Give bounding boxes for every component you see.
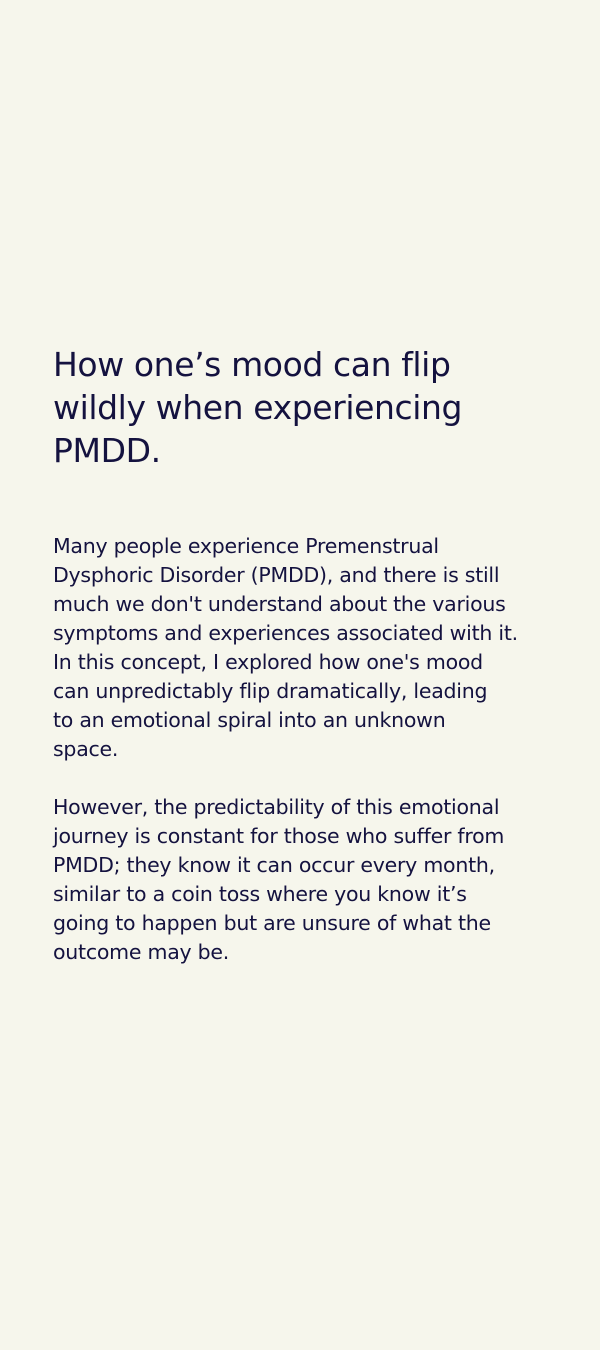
paragraph-line: Dysphoric Disorder (PMDD), and there is still — [53, 563, 500, 587]
paragraph-line: journey is constant for those who suffer from — [53, 824, 505, 848]
article-content — [53, 343, 563, 967]
paragraph-line: space. — [53, 737, 119, 761]
paragraph-line: However, the predictability of this emotional — [53, 795, 500, 819]
title-line: How one’s mood can flip — [53, 345, 451, 384]
paragraph-line: symptoms and experiences associated with it. — [53, 621, 518, 645]
paragraph-line: outcome may be. — [53, 940, 230, 964]
paragraph-line: can unpredictably flip dramatically, leading — [53, 679, 488, 703]
paragraph-line: much we don't understand about the various — [53, 592, 506, 616]
paragraph-line: PMDD; they know it can occur every month, — [53, 853, 495, 877]
paragraph-line: In this concept, I explored how one's mood — [53, 650, 483, 674]
intro-paragraph — [53, 532, 563, 764]
paragraph-line: going to happen but are unsure of what the — [53, 911, 491, 935]
paragraph-line: similar to a coin toss where you know it’s — [53, 882, 467, 906]
paragraph-line: Many people experience Premenstrual — [53, 534, 439, 558]
article-body — [53, 532, 563, 967]
closing-paragraph — [53, 793, 563, 967]
page-title — [53, 343, 563, 472]
paragraph-line: to an emotional spiral into an unknown — [53, 708, 446, 732]
title-line: PMDD. — [53, 431, 161, 470]
title-line: wildly when experiencing — [53, 388, 463, 427]
